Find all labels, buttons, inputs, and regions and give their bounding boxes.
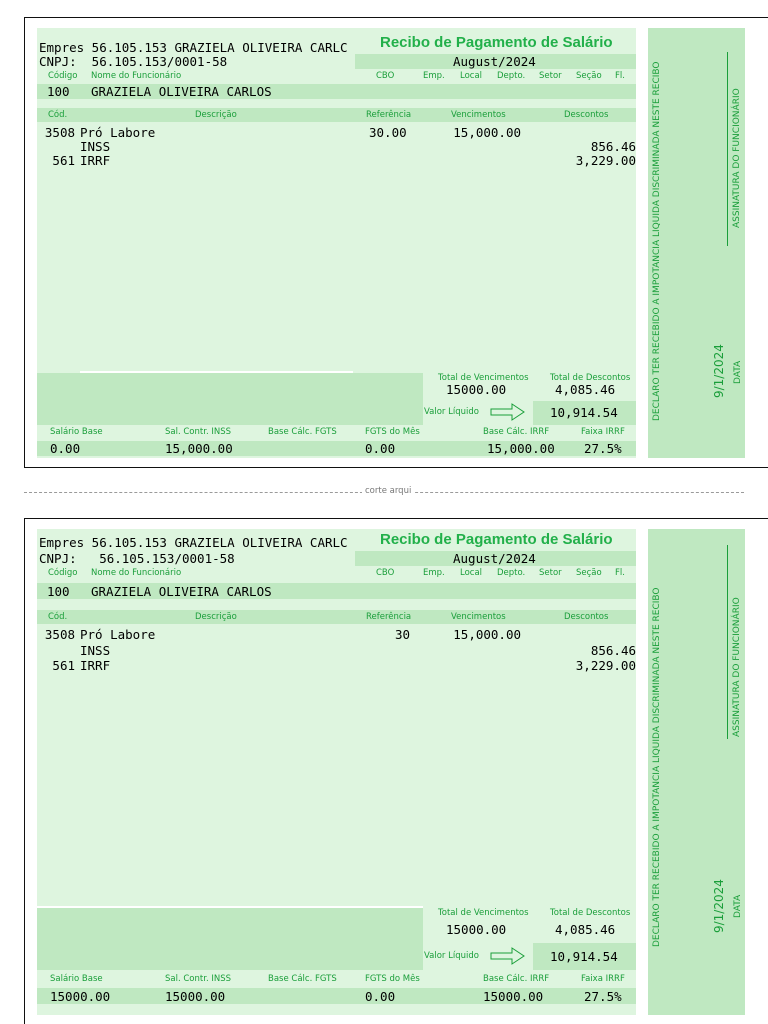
label-emp: Emp. (423, 568, 445, 578)
label-emp: Emp. (423, 71, 445, 81)
label-faixa-irrf: Faixa IRRF (581, 427, 625, 437)
label-secao: Seção (576, 568, 602, 578)
employee-code: 100 (47, 584, 70, 599)
item-code: 561 (52, 153, 75, 168)
item-reference: 30 (395, 627, 411, 642)
cut-label: corte arqui (362, 486, 414, 496)
declaration-text: DECLARO TER RECEBIDO A IMPOTANCIA LIQUIDA DISCRIMINADA NESTE RECIBO (652, 61, 662, 421)
item-description: Pró Labore (80, 125, 156, 140)
sal-contr-inss-value: 15000.00 (165, 989, 226, 1004)
totals-separator (37, 906, 423, 908)
label-fl: Fl. (615, 71, 625, 81)
label-sal-contr-inss: Sal. Contr. INSS (165, 974, 231, 984)
date-label: DATA (733, 360, 743, 384)
item-deductions: 856.46 (590, 643, 636, 658)
faixa-irrf-value: 27.5% (584, 441, 622, 456)
period: August/2024 (453, 551, 536, 566)
company-line: Empres 56.105.153 GRAZIELA OLIVEIRA CARLC (39, 535, 348, 550)
cnpj-line: CNPJ: 56.105.153/0001-58 (39, 551, 235, 566)
label-cod: Cód. (48, 110, 68, 120)
side-panel (648, 28, 745, 458)
arrow-right-icon (490, 947, 526, 965)
base-calc-irrf-value: 15000.00 (483, 989, 544, 1004)
item-deductions: 3,229.00 (575, 153, 636, 168)
label-valor-liquido: Valor Líquido (424, 407, 479, 417)
label-fgts-mes: FGTS do Mês (365, 974, 420, 984)
total-deductions: 4,085.46 (555, 922, 616, 937)
receipt-date: 9/1/2024 (712, 344, 726, 398)
signature-line (727, 545, 728, 739)
faixa-irrf-value: 27.5% (584, 989, 622, 1004)
label-cbo: CBO (376, 71, 395, 81)
label-total-descontos: Total de Descontos (550, 373, 631, 383)
label-fl: Fl. (615, 568, 625, 578)
base-calc-irrf-value: 15,000.00 (487, 441, 555, 456)
label-base-calc-fgts: Base Cálc. FGTS (268, 974, 337, 984)
receipt-date: 9/1/2024 (712, 879, 726, 933)
item-deductions: 3,229.00 (575, 658, 636, 673)
receipt-title: Recibo de Pagamento de Salário (380, 34, 613, 51)
label-cod: Cód. (48, 612, 68, 622)
label-referencia: Referência (366, 612, 412, 622)
salario-base-value: 0.00 (50, 441, 81, 456)
total-deductions: 4,085.46 (555, 382, 616, 397)
totals-separator (80, 371, 353, 373)
employee-name: GRAZIELA OLIVEIRA CARLOS (91, 584, 272, 599)
label-base-calc-irrf: Base Cálc. IRRF (483, 427, 550, 437)
totals-left-block (37, 373, 423, 425)
label-referencia: Referência (366, 110, 412, 120)
totals-left-block (37, 908, 423, 970)
item-description: INSS (80, 643, 111, 658)
employee-name: GRAZIELA OLIVEIRA CARLOS (91, 84, 272, 99)
label-descricao: Descrição (195, 110, 237, 120)
label-codigo: Código (48, 71, 78, 81)
item-description: Pró Labore (80, 627, 156, 642)
item-code: 3508 (44, 125, 75, 140)
label-salario-base: Salário Base (50, 427, 103, 437)
label-setor: Setor (539, 568, 562, 578)
company-line: Empres 56.105.153 GRAZIELA OLIVEIRA CARLC (39, 40, 348, 55)
label-depto: Depto. (497, 71, 526, 81)
declaration-text: DECLARO TER RECEBIDO A IMPOTANCIA LIQUIDA DISCRIMINADA NESTE RECIBO (652, 587, 662, 947)
label-cbo: CBO (376, 568, 395, 578)
label-vencimentos: Vencimentos (451, 612, 506, 622)
receipt-1 (24, 17, 768, 468)
label-total-vencimentos: Total de Vencimentos (438, 373, 529, 383)
item-earnings: 15,000.00 (453, 627, 521, 642)
employee-code: 100 (47, 84, 70, 99)
label-setor: Setor (539, 71, 562, 81)
label-base-calc-irrf: Base Cálc. IRRF (483, 974, 550, 984)
label-descontos: Descontos (564, 612, 609, 622)
label-secao: Seção (576, 71, 602, 81)
columns-header-bar (37, 108, 636, 122)
label-salario-base: Salário Base (50, 974, 103, 984)
receipt-title: Recibo de Pagamento de Salário (380, 531, 613, 548)
arrow-right-icon (490, 403, 526, 421)
label-valor-liquido: Valor Líquido (424, 951, 479, 961)
label-base-calc-fgts: Base Cálc. FGTS (268, 427, 337, 437)
label-local: Local (460, 568, 483, 578)
signature-label: ASSINATURA DO FUNCIONÁRIO (732, 597, 742, 737)
label-nome: Nome do Funcionário (91, 568, 182, 578)
receipt-2 (24, 518, 768, 1024)
sal-contr-inss-value: 15,000.00 (165, 441, 233, 456)
item-code: 3508 (44, 627, 75, 642)
label-descontos: Descontos (564, 110, 609, 120)
item-description: INSS (80, 139, 111, 154)
item-description: IRRF (80, 658, 111, 673)
net-value: 10,914.54 (550, 405, 618, 420)
label-total-vencimentos: Total de Vencimentos (438, 908, 529, 918)
period: August/2024 (453, 54, 536, 69)
cnpj-line: CNPJ: 56.105.153/0001-58 (39, 54, 228, 69)
label-faixa-irrf: Faixa IRRF (581, 974, 625, 984)
item-reference: 30.00 (369, 125, 407, 140)
item-deductions: 856.46 (590, 139, 636, 154)
label-codigo: Código (48, 568, 78, 578)
base-values-bar (37, 988, 636, 1004)
date-label: DATA (733, 894, 743, 918)
fgts-mes-value: 0.00 (365, 989, 396, 1004)
total-earnings: 15000.00 (446, 382, 507, 397)
label-total-descontos: Total de Descontos (550, 908, 631, 918)
signature-line (727, 52, 728, 246)
columns-header-bar (37, 610, 636, 624)
label-descricao: Descrição (195, 612, 237, 622)
total-earnings: 15000.00 (446, 922, 507, 937)
item-earnings: 15,000.00 (453, 125, 521, 140)
item-description: IRRF (80, 153, 111, 168)
label-sal-contr-inss: Sal. Contr. INSS (165, 427, 231, 437)
label-nome: Nome do Funcionário (91, 71, 182, 81)
net-value: 10,914.54 (550, 949, 618, 964)
label-fgts-mes: FGTS do Mês (365, 427, 420, 437)
item-code: 561 (52, 658, 75, 673)
salario-base-value: 15000.00 (50, 989, 111, 1004)
label-local: Local (460, 71, 483, 81)
fgts-mes-value: 0.00 (365, 441, 396, 456)
label-depto: Depto. (497, 568, 526, 578)
label-vencimentos: Vencimentos (451, 110, 506, 120)
signature-label: ASSINATURA DO FUNCIONÁRIO (732, 88, 742, 228)
side-panel (648, 529, 745, 1015)
